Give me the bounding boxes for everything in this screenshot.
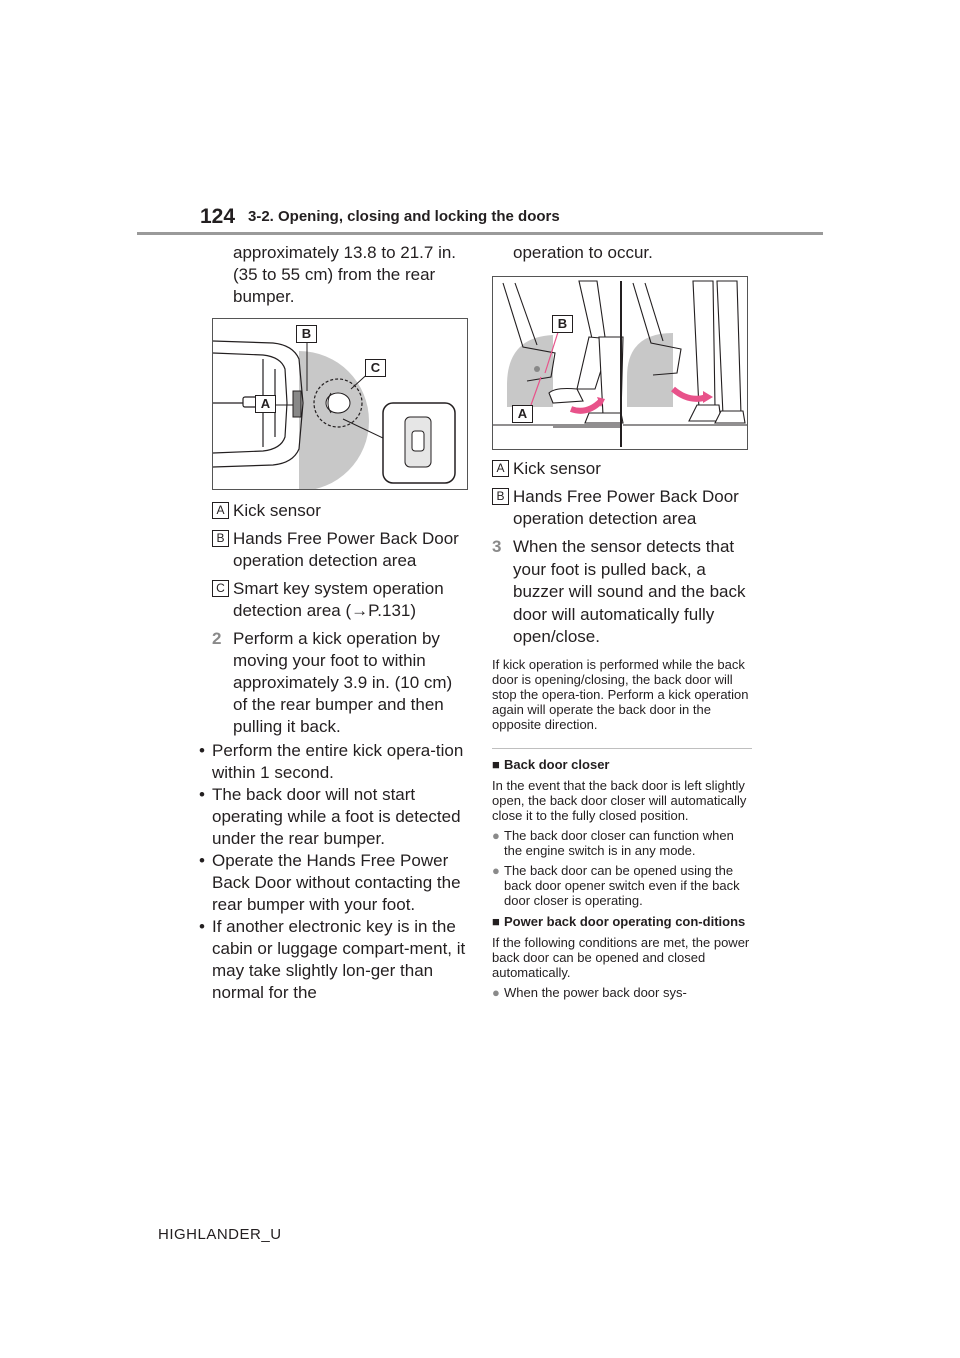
figure-top-view	[212, 318, 468, 490]
fig1-label-c: C	[365, 359, 386, 377]
page-number: 124	[200, 205, 236, 228]
footer-model: HIGHLANDER_U	[158, 1226, 282, 1243]
item-text: The back door can be opened using the back door opener switch even if the back door closer is operating.	[504, 862, 740, 908]
section-divider	[492, 748, 752, 749]
heading-text: Back door closer	[504, 756, 610, 772]
callout-badge: C	[212, 580, 229, 597]
square-bullet: ■	[492, 913, 500, 929]
vehicle-top-view-illustration	[213, 319, 468, 490]
callout-kick-sensor	[212, 500, 470, 522]
bullet-dot: •	[199, 917, 205, 936]
conditions-text: If the following conditions are met, the power back door can be opened and closed automatically.	[492, 934, 750, 980]
callout-detection-area	[492, 486, 752, 530]
bullet-dot: •	[199, 741, 205, 760]
step-3	[492, 536, 752, 649]
figure-side-view	[492, 276, 748, 450]
callout-kick-sensor	[492, 458, 752, 480]
bullet-item	[195, 850, 470, 916]
callout-detection-area	[212, 528, 470, 572]
bullet-dot: •	[199, 785, 205, 804]
heading-text: Power back door operating con-ditions	[504, 913, 746, 929]
closer-text: In the event that the back door is left slightly open, the back door closer will automatically close it to the fully closed position.	[492, 777, 747, 823]
bullet-item	[195, 784, 470, 850]
conditions-item	[492, 985, 752, 1000]
smart-key-button-icon	[412, 431, 424, 451]
continuation-text: operation to occur.	[513, 243, 653, 262]
item-text: The back door closer can function when the engine switch is in any mode.	[504, 827, 734, 858]
heading-operating-conditions	[492, 914, 752, 929]
callout-badge: A	[212, 502, 229, 519]
callout-badge: B	[212, 530, 229, 547]
callout-badge: A	[492, 460, 509, 477]
kick-operation-illustration	[493, 277, 748, 450]
kick-sensor-left	[534, 366, 540, 372]
callout-text: Hands Free Power Back Door operation detection area	[233, 529, 459, 570]
right-column	[492, 242, 752, 1000]
detection-area-shape	[299, 351, 369, 490]
fig2-label-a: A	[512, 405, 533, 423]
closer-item	[492, 828, 752, 858]
bullet-text: If another electronic key is in the cabin or luggage compart-ment, it may take slightly lon-ger than normal for the	[212, 917, 466, 1002]
step-number: 2	[212, 629, 222, 648]
callout-badge: B	[492, 488, 509, 505]
bullet-list	[195, 740, 470, 1004]
detection-area-right	[627, 333, 673, 407]
bullet-text: The back door will not start operating while a foot is detected under the rear bumper.	[212, 785, 461, 848]
legs-left	[549, 281, 623, 423]
callout-smart-key-area	[212, 578, 470, 622]
heading-back-door-closer	[492, 757, 752, 772]
bullet-text: Perform the entire kick opera-tion within 1 second.	[212, 741, 464, 782]
page-header	[200, 201, 822, 233]
bullet-dot: •	[199, 851, 205, 870]
fig2-label-b: B	[552, 315, 573, 333]
circle-bullet: ●	[492, 984, 500, 1000]
closer-item	[492, 863, 752, 908]
item-text: When the power back door sys-	[504, 984, 687, 1000]
step-2	[212, 628, 470, 738]
kick-arrow-left	[571, 401, 601, 411]
circle-bullet: ●	[492, 862, 500, 878]
kick-sensor-shape	[293, 391, 301, 417]
left-column	[199, 242, 470, 1004]
callout-text: Kick sensor	[233, 501, 321, 520]
bullet-item	[195, 740, 470, 784]
bullet-item	[195, 916, 470, 1004]
kick-note: If kick operation is performed while the back door is opening/closing, the back door will stop the opera-tion. Perform a kick operation again will operate the back door in the opposite direction.	[492, 656, 749, 732]
step-number: 3	[492, 537, 502, 556]
callout-text: Smart key system operation detection area (→P.131)	[233, 579, 444, 620]
step-text: Perform a kick operation by moving your foot to within approximately 3.9 in. (10 cm) of the rear bumper and then pulling it back.	[233, 629, 453, 736]
callout-text: Kick sensor	[513, 459, 601, 478]
fig1-label-a: A	[255, 395, 276, 413]
circle-bullet: ●	[492, 827, 500, 843]
intro-text: approximately 13.8 to 21.7 in. (35 to 55 cm) from the rear bumper.	[233, 243, 457, 306]
fig1-label-b: B	[296, 325, 317, 343]
step-text: When the sensor detects that your foot is pulled back, a buzzer will sound and the back door will automatically fully open/close.	[513, 537, 746, 646]
section-title: 3-2. Opening, closing and locking the doors	[248, 208, 560, 225]
square-bullet: ■	[492, 756, 500, 772]
callout-text: Hands Free Power Back Door operation detection area	[513, 487, 739, 528]
bullet-text: Operate the Hands Free Power Back Door without contacting the rear bumper with your foot.	[212, 851, 461, 914]
header-rule	[137, 232, 823, 235]
